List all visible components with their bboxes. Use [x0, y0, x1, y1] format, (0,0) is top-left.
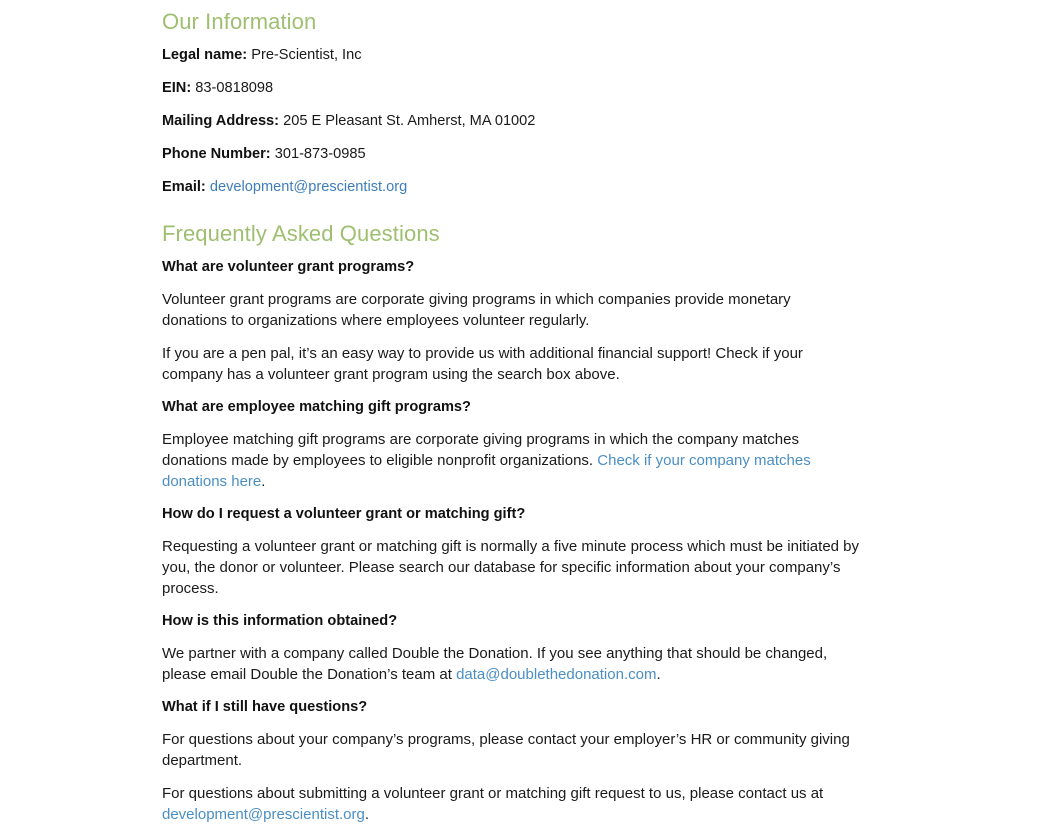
faq-text-run: If you are a pen pal, it’s an easy way to provide us with additional financial support! Check if your company has a volunteer grant program using the search box above. — [162, 345, 803, 383]
faq-item — [162, 257, 859, 385]
faq-item — [162, 397, 859, 492]
faq-answer-paragraph — [162, 643, 859, 685]
faq-inline-link[interactable]: data@doublethedonation.com — [456, 666, 657, 683]
content-column — [162, 0, 859, 837]
info-row-value: 205 E Pleasant St. Amherst, MA 01002 — [283, 113, 536, 129]
faq-text-run: . — [364, 806, 370, 823]
info-row — [162, 45, 859, 65]
faq-question: What are employee matching gift programs? — [162, 399, 471, 415]
faq-text-run: Requesting a volunteer grant or matching gift is normally a five minute process which must be initiated by you, the donor or volunteer. Please search our database for specific information about your company’s process. — [162, 538, 860, 597]
faq-answer-group — [162, 289, 859, 385]
section-heading-our-information: Our Information — [162, 9, 317, 34]
faq-answer-paragraph — [162, 289, 859, 331]
info-row-label: EIN: — [162, 80, 192, 96]
faq-text-run: Volunteer grant programs are corporate giving programs in which companies provide monetary donations to organizations where employees volunteer regularly. — [162, 291, 791, 329]
faq-item — [162, 504, 859, 599]
faq-answer-paragraph — [162, 729, 859, 771]
organization-info-list — [162, 45, 859, 197]
faq-inline-link[interactable]: Check if your company matches donations here — [162, 452, 811, 490]
info-row-label: Phone Number: — [162, 146, 271, 162]
faq-answer-paragraph — [162, 783, 859, 825]
faq-text-run: . — [656, 666, 661, 683]
info-row-value: 83-0818098 — [195, 80, 274, 96]
faq-text-run: We partner with a company called Double the Donation. If you see anything that should be changed, please email Double the Donation’s team at — [162, 645, 828, 683]
faq-question: What if I still have questions? — [162, 699, 368, 715]
faq-item — [162, 611, 859, 685]
faq-answer-group — [162, 643, 859, 685]
faq-list — [162, 257, 859, 825]
section-heading-faq: Frequently Asked Questions — [162, 221, 440, 246]
info-row-value: 301-873-0985 — [274, 146, 366, 162]
faq-text-run: For questions about your company’s programs, please contact your employer’s HR or community giving department. — [162, 731, 850, 769]
info-row-email-link[interactable]: development@prescientist.org — [209, 179, 408, 195]
faq-text-run: . — [261, 473, 266, 490]
faq-text-run: For questions about submitting a volunteer grant or matching gift request to us, please contact us at — [162, 785, 824, 802]
faq-question: How do I request a volunteer grant or matching gift? — [162, 506, 526, 522]
info-row-label: Mailing Address: — [162, 113, 280, 129]
faq-answer-paragraph — [162, 536, 859, 599]
faq-text-run: Employee matching gift programs are corporate giving programs in which the company matches donations made by employees to eligible nonprofit organizations. — [162, 431, 799, 469]
info-row — [162, 144, 859, 164]
faq-inline-link[interactable]: development@prescientist.org — [162, 806, 365, 823]
info-row — [162, 111, 859, 131]
info-row — [162, 78, 859, 98]
info-row-label: Email: — [162, 179, 206, 195]
faq-question: What are volunteer grant programs? — [162, 259, 415, 275]
faq-answer-group — [162, 729, 859, 825]
faq-question: How is this information obtained? — [162, 613, 398, 629]
info-row-label: Legal name: — [162, 47, 248, 63]
faq-answer-paragraph — [162, 429, 859, 492]
info-row — [162, 177, 859, 197]
faq-answer-group — [162, 536, 859, 599]
info-row-value: Pre-Scientist, Inc — [251, 47, 362, 63]
faq-answer-group — [162, 429, 859, 492]
faq-answer-paragraph — [162, 343, 859, 385]
faq-item — [162, 697, 859, 825]
